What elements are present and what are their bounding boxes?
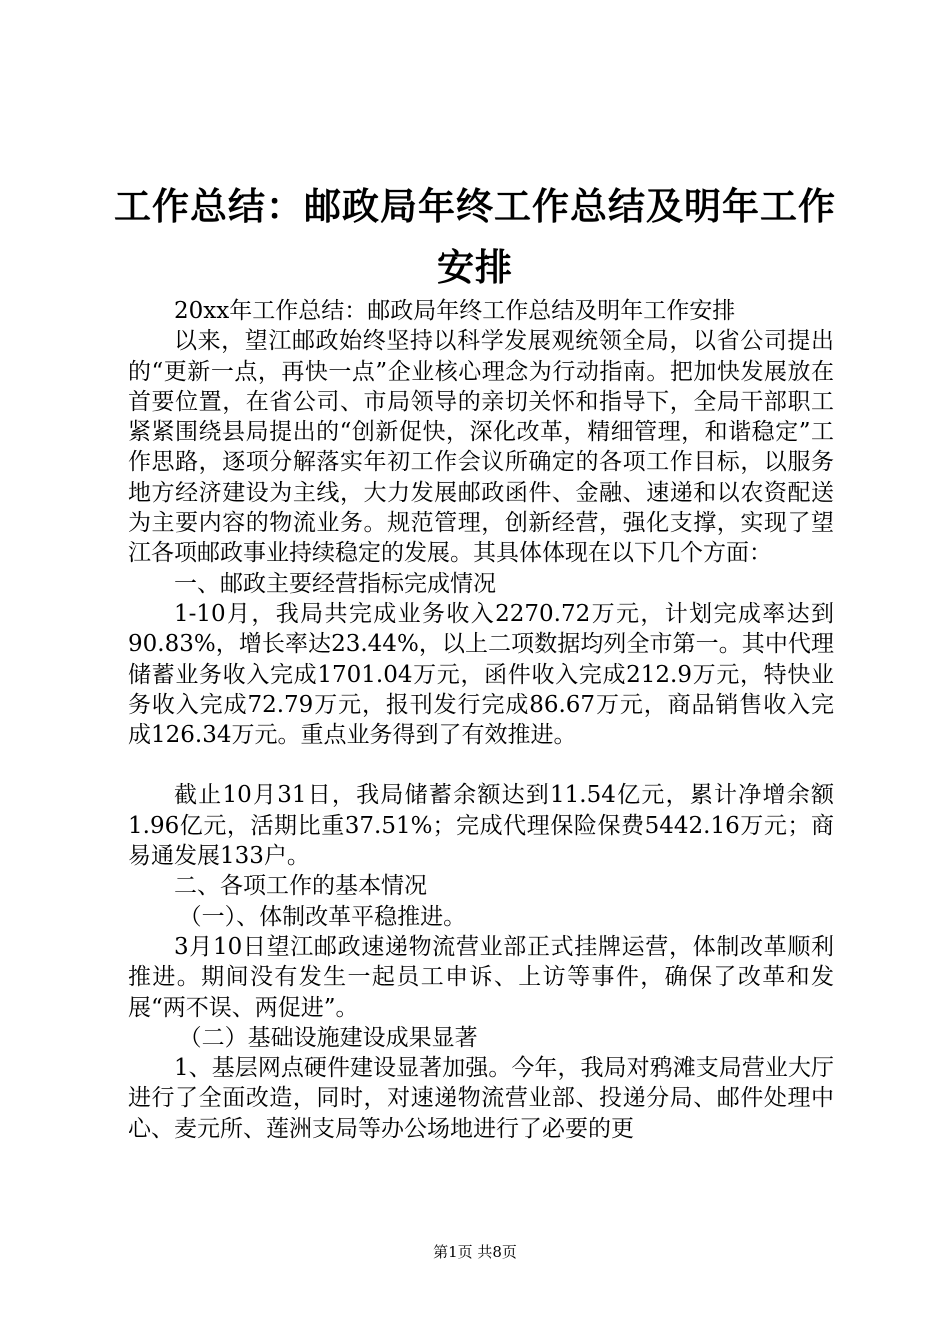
paragraph-reform: 3月10日望江邮政速递物流营业部正式挂牌运营，体制改革顺利推进。期间没有发生一起员工申诉、上访等事件，确保了改革和发展“两不误、两促进”。 [128, 933, 834, 1021]
page-footer: 第1页 共8页 [433, 1243, 517, 1261]
paragraph-infrastructure: 1、基层网点硬件建设显著加强。今年，我局对鸦滩支局营业大厅进行了全面改造，同时，对速递物流营业部、投递分局、邮件处理中心、麦元所、莲洲支局等办公场地进行了必要的更 [128, 1055, 834, 1142]
subsection-heading-1: （一）、体制改革平稳推进。 [178, 903, 467, 930]
subsection-heading-2: （二）基础设施建设成果显著 [178, 1024, 478, 1051]
paragraph-overview: 以来，望江邮政始终坚持以科学发展观统领全局，以省公司提出的“更新一点，再快一点”企业核心理念为行动指南。把加快发展放在首要位置，在省公司、市局领导的亲切关怀和指导下，全局干部职工紧紧围绕县局提出的“创新促快，深化改革，精细管理，和谐稳定”工作思路，逐项分解落实年初工作会议所确定的各项工作目标，以服务地方经济建设为主线，大力发展邮政函件、金融、速递和以农资配送为主要内容的物流业务。规范管理，创新经营，强化支撑，实现了望江各项邮政事业持续稳定的发展。其具体体现在以下几个方面： [128, 328, 834, 567]
section-heading-1: 一、邮政主要经营指标完成情况 [174, 570, 496, 597]
document-body [128, 296, 834, 1144]
document-title: 工作总结：邮政局年终工作总结及明年工作安排 [114, 185, 836, 289]
paragraph-savings: 截止10月31日，我局储蓄余额达到11.54亿元，累计净增余额1.96亿元，活期比重37.51%；完成代理保险保费5442.16万元；商易通发展133户。 [128, 782, 834, 870]
paragraph-intro-title: 20xx年工作总结：邮政局年终工作总结及明年工作安排 [174, 298, 736, 324]
section-heading-2: 二、各项工作的基本情况 [174, 873, 427, 900]
paragraph-revenue: 1-10月，我局共完成业务收入2270.72万元，计划完成率达到90.83%，增长率达23.44%，以上二项数据均列全市第一。其中代理储蓄业务收入完成1701.04万元，函件收入完成212.9万元，特快业务收入完成72.79万元，报刊发行完成86.67万元，商品销售收入完成126.34万元。重点业务得到了有效推进。 [128, 600, 834, 749]
